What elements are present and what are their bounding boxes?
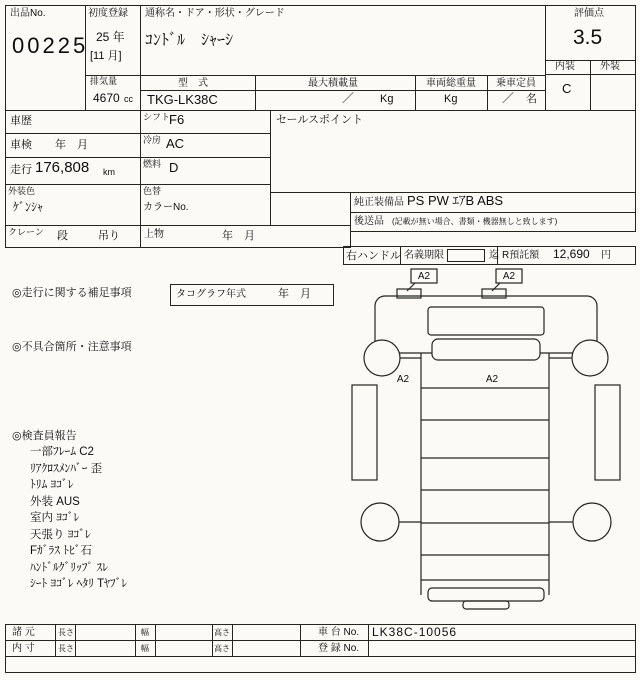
inspector-report-item: ﾊﾝﾄﾞﾙｸﾞﾘｯﾌﾟ ｽﾚ <box>30 561 108 574</box>
mileage-note-title: ◎走行に関する補足事項 <box>12 287 132 299</box>
body-value: 年 月 <box>222 230 255 242</box>
handle-position-label: 右ハンドル <box>346 250 401 262</box>
divider <box>270 110 271 226</box>
score-value: 3.5 <box>573 26 603 49</box>
damage-mark: A2 <box>417 271 431 282</box>
divider <box>85 75 545 76</box>
height-label: 高さ <box>214 644 230 653</box>
equipment-label: 純正装備品 <box>354 197 404 208</box>
divider <box>5 656 636 657</box>
divider <box>350 192 351 248</box>
chassis-no-label: 車 台 No. <box>318 627 360 638</box>
tachograph-value: 年 月 <box>278 288 311 300</box>
ac-label: 冷房 <box>143 135 162 145</box>
exterior-label: 外装 <box>600 61 620 72</box>
height-label: 高さ <box>214 628 230 637</box>
divider <box>343 246 344 265</box>
divider <box>5 624 6 673</box>
until-label: 迄 <box>489 250 499 261</box>
inspector-report-item: ﾘｱｸﾛｽﾒﾝﾊﾞｰ 歪 <box>30 462 103 475</box>
divider <box>350 231 635 232</box>
inspection-value: 年 月 <box>55 139 88 151</box>
later-shipment-label: 後送品 <box>354 216 384 227</box>
interior-label: 内装 <box>555 61 575 72</box>
first-registration-year: 25 年 <box>96 30 125 44</box>
later-shipment-note: (記載が無い場合、書類・機器無しと致します) <box>392 217 558 226</box>
gross-weight-label: 車両総重量 <box>426 78 476 89</box>
capacity-value: ／ <box>502 91 515 105</box>
recolor-label: 色替 <box>143 186 162 196</box>
divider <box>545 5 546 111</box>
crane-label: クレーン <box>8 227 44 237</box>
capacity-unit: 名 <box>526 93 537 105</box>
front-right-wheel <box>572 340 608 376</box>
divider <box>5 157 271 158</box>
inspector-report-item: ﾄﾘﾑ ﾖｺﾞﾚ <box>30 479 74 491</box>
defect-title: ◎不具合箇所・注意事項 <box>12 341 132 353</box>
divider <box>5 225 351 226</box>
mileage-value: 176,808 <box>35 159 90 176</box>
registration-no-label: 登 録 No. <box>318 643 360 654</box>
chassis-no-value: LK38C-10056 <box>372 625 458 639</box>
divider <box>487 75 488 111</box>
mileage-label: 走行 <box>10 164 32 176</box>
body-label: 上物 <box>144 229 164 240</box>
name-limit-label: 名義期限 <box>404 250 444 261</box>
damage-mark: A2 <box>485 374 499 385</box>
inspection-label: 車検 <box>10 139 32 151</box>
displacement-value: 4670 <box>93 91 120 105</box>
crane-dan: 段 <box>57 230 68 242</box>
front-left-wheel <box>364 340 400 376</box>
side-equipment-box <box>595 385 620 480</box>
shift-label: シフト <box>143 112 171 122</box>
length-label: 長さ <box>58 644 74 653</box>
divider <box>5 110 636 111</box>
history-label: 車歴 <box>10 115 32 127</box>
mileage-unit: km <box>103 167 115 177</box>
inspector-report-item: ｼｰﾄ ﾖｺﾞﾚ ﾍﾀﾘ Tﾔﾌﾞﾚ <box>30 578 128 590</box>
tachograph-label: タコグラフ年式 <box>176 289 246 300</box>
divider <box>135 624 136 657</box>
width-label: 幅 <box>141 644 149 653</box>
divider <box>343 246 636 247</box>
interior-grade: C <box>562 81 572 96</box>
max-load-value: ／ <box>342 91 355 105</box>
divider <box>5 5 6 248</box>
first-registration-month: [11 月] <box>90 50 122 62</box>
damage-mark: A2 <box>502 271 516 282</box>
divider <box>55 624 56 657</box>
divider <box>415 75 416 111</box>
divider <box>368 624 369 657</box>
deposit-label: R預託額 <box>502 250 540 261</box>
inspector-report-item: 一部ﾌﾚｰﾑ C2 <box>30 446 94 458</box>
divider <box>350 212 635 213</box>
inspector-report-item: 室内 ﾖｺﾞﾚ <box>30 512 80 524</box>
rear-left-wheel <box>361 503 399 541</box>
inspector-report-item: Fｶﾞﾗｽ ﾄﾋﾞ石 <box>30 545 92 557</box>
divider <box>5 640 636 641</box>
model-code-label: 型 式 <box>178 78 208 89</box>
gross-weight-unit: Kg <box>444 93 458 105</box>
divider <box>300 624 301 657</box>
shift-value: F6 <box>169 112 185 127</box>
max-load-label: 最大積載量 <box>308 78 358 89</box>
divider <box>255 75 256 111</box>
inspector-report-title: ◎検査員報告 <box>12 430 77 442</box>
deposit-unit: 円 <box>601 250 611 261</box>
color-no-label: カラーNo. <box>143 202 189 213</box>
divider <box>635 246 636 265</box>
displacement-unit: cc <box>124 94 133 104</box>
divider <box>155 624 156 657</box>
divider <box>5 247 351 248</box>
exterior-color-label: 外装色 <box>8 186 36 196</box>
model-name-label: 通称名・ドア・形状・グレード <box>145 8 285 19</box>
crane-tsuri: 吊り <box>98 230 120 242</box>
inspector-report-item: 外装 AUS <box>30 495 80 508</box>
divider <box>635 5 636 232</box>
divider <box>5 133 271 134</box>
equipment-value: PS PW ｴｱB ABS <box>407 193 504 208</box>
width-label: 幅 <box>141 628 149 637</box>
divider <box>140 5 141 248</box>
sales-point-label: セールスポイント <box>276 114 364 126</box>
max-load-unit: Kg <box>380 93 394 105</box>
divider <box>635 624 636 673</box>
damage-mark: A2 <box>396 374 410 385</box>
score-label: 評価点 <box>574 8 604 19</box>
inspector-report-item: 天張り ﾖｺﾞﾚ <box>30 528 91 541</box>
divider <box>5 624 636 625</box>
divider <box>212 624 213 657</box>
first-registration-label: 初度登録 <box>88 8 128 19</box>
capacity-label: 乗車定員 <box>496 78 536 89</box>
vehicle-diagram <box>345 265 635 620</box>
divider <box>232 624 233 657</box>
exhibit-no-label: 出品No. <box>10 8 46 19</box>
divider <box>5 672 636 673</box>
rear-right-wheel <box>573 503 611 541</box>
exterior-color-value: ｹﾞﾝｼｬ <box>13 200 44 214</box>
ac-value: AC <box>166 136 185 151</box>
model-name-value: ｺﾝﾄﾞﾙ ｼｬｰｼ <box>145 32 234 49</box>
divider <box>5 5 636 6</box>
side-equipment-box <box>352 385 377 480</box>
inspector-report-list <box>30 444 330 593</box>
rear-bumper <box>428 588 544 601</box>
deposit-value: 12,690 <box>553 247 590 261</box>
exhibit-no-value: 00225 <box>12 33 89 58</box>
displacement-label: 排気量 <box>90 76 118 86</box>
fuel-label: 燃料 <box>143 159 162 169</box>
divider <box>5 184 271 185</box>
inner-dimensions-label: 内 寸 <box>12 643 35 654</box>
fuel-value: D <box>169 160 179 175</box>
dimensions-label: 諸 元 <box>12 627 35 638</box>
divider <box>75 624 76 657</box>
name-limit-blank-field <box>447 249 485 262</box>
windshield-outline <box>428 307 544 335</box>
divider <box>590 60 591 111</box>
length-label: 長さ <box>58 628 74 637</box>
model-code-value: TKG-LK38C <box>147 92 218 107</box>
